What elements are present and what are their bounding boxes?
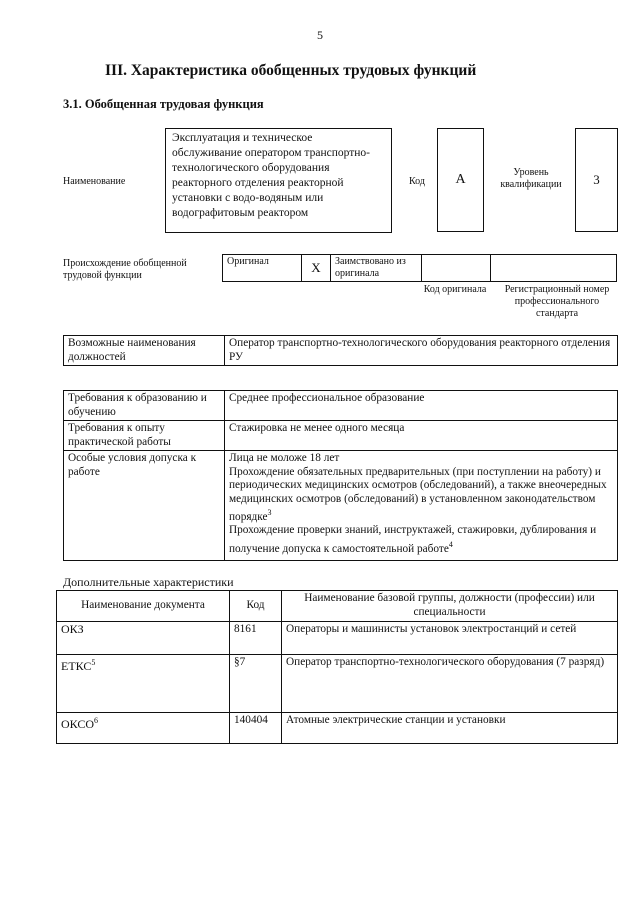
table-row bbox=[57, 622, 618, 655]
level-value-box: 3 bbox=[575, 128, 618, 232]
special-label: Особые условия допуска к работе bbox=[64, 451, 225, 561]
code-okz: 8161 bbox=[230, 622, 282, 655]
reg-number-cell bbox=[491, 255, 617, 282]
original-mark: X bbox=[302, 255, 331, 282]
table-row bbox=[57, 655, 618, 713]
original-label: Оригинал bbox=[223, 255, 302, 282]
special-line-3 bbox=[229, 524, 613, 556]
origin-table bbox=[222, 254, 617, 282]
additional-table bbox=[56, 590, 618, 744]
additional-title: Дополнительные характеристики bbox=[63, 575, 234, 589]
subsection-title: 3.1. Обобщенная трудовая функция bbox=[63, 97, 264, 111]
doc-okso bbox=[57, 713, 230, 744]
header-name: Наименование базовой группы, должности (профессии) или специальности bbox=[282, 591, 618, 622]
special-line-2-text: Прохождение обязательных предварительных (при поступлении на работу) и периодических медицинских осмотров (обследований), а также внеочередных медицинских осмотров (обследований) в установленном законодательством порядке bbox=[229, 465, 607, 523]
reg-number-caption: Регистрационный номер профессионального стандарта bbox=[504, 284, 610, 319]
positions-table bbox=[63, 335, 618, 366]
req-experience-value: Стажировка не менее одного месяца bbox=[225, 421, 618, 451]
doc-etks bbox=[57, 655, 230, 713]
function-name-box: Эксплуатация и техническое обслуживание оператором транспортно-технологического оборудования реакторного отделения реакторной установки с водо-водяным или водографитовым реактором bbox=[165, 128, 392, 233]
special-line-1: Лица не моложе 18 лет bbox=[229, 452, 340, 464]
requirements-table bbox=[63, 390, 618, 561]
name-label: Наименование bbox=[63, 176, 126, 187]
special-value bbox=[225, 451, 618, 561]
header-document: Наименование документа bbox=[57, 591, 230, 622]
special-line-3-text: Прохождение проверки знаний, инструктажей, стажировки, дублирования и получение допуска к самостоятельной работе bbox=[229, 524, 597, 555]
page-number: 5 bbox=[317, 28, 323, 42]
table-row bbox=[57, 713, 618, 744]
name-okz: Операторы и машинисты установок электростанций и сетей bbox=[282, 622, 618, 655]
req-education-label: Требования к образованию и обучению bbox=[64, 391, 225, 421]
req-education-value: Среднее профессиональное образование bbox=[225, 391, 618, 421]
doc-okz: ОКЗ bbox=[57, 622, 230, 655]
code-label: Код bbox=[409, 176, 425, 187]
header-code: Код bbox=[230, 591, 282, 622]
requirements-row bbox=[64, 391, 618, 421]
footnote-4: 4 bbox=[448, 539, 453, 549]
doc-etks-text: ЕТКС bbox=[61, 659, 92, 673]
section-title: III. Характеристика обобщенных трудовых функций bbox=[105, 62, 477, 79]
code-etks: §7 bbox=[230, 655, 282, 713]
name-okso: Атомные электрические станции и установки bbox=[282, 713, 618, 744]
code-okso: 140404 bbox=[230, 713, 282, 744]
origin-label: Происхождение обобщенной трудовой функции bbox=[63, 258, 187, 281]
footnote-5: 5 bbox=[91, 658, 96, 667]
level-label: Уровень квалификации bbox=[500, 167, 562, 190]
footnote-3: 3 bbox=[267, 508, 272, 517]
req-experience-label: Требования к опыту практической работы bbox=[64, 421, 225, 451]
original-code-cell bbox=[422, 255, 491, 282]
requirements-row bbox=[64, 451, 618, 561]
positions-value: Оператор транспортно-технологического оборудования реакторного отделения РУ bbox=[225, 336, 618, 366]
name-etks: Оператор транспортно-технологического оборудования (7 разряд) bbox=[282, 655, 618, 713]
code-original-caption: Код оригинала bbox=[423, 284, 487, 295]
requirements-row bbox=[64, 421, 618, 451]
special-line-2 bbox=[229, 466, 613, 525]
borrowed-label: Заимствовано из оригинала bbox=[331, 255, 422, 282]
doc-okso-text: ОКСО bbox=[61, 717, 95, 731]
code-value-box: А bbox=[437, 128, 484, 232]
positions-label: Возможные наименования должностей bbox=[64, 336, 225, 366]
table-header-row bbox=[57, 591, 618, 622]
footnote-6: 6 bbox=[94, 716, 99, 725]
